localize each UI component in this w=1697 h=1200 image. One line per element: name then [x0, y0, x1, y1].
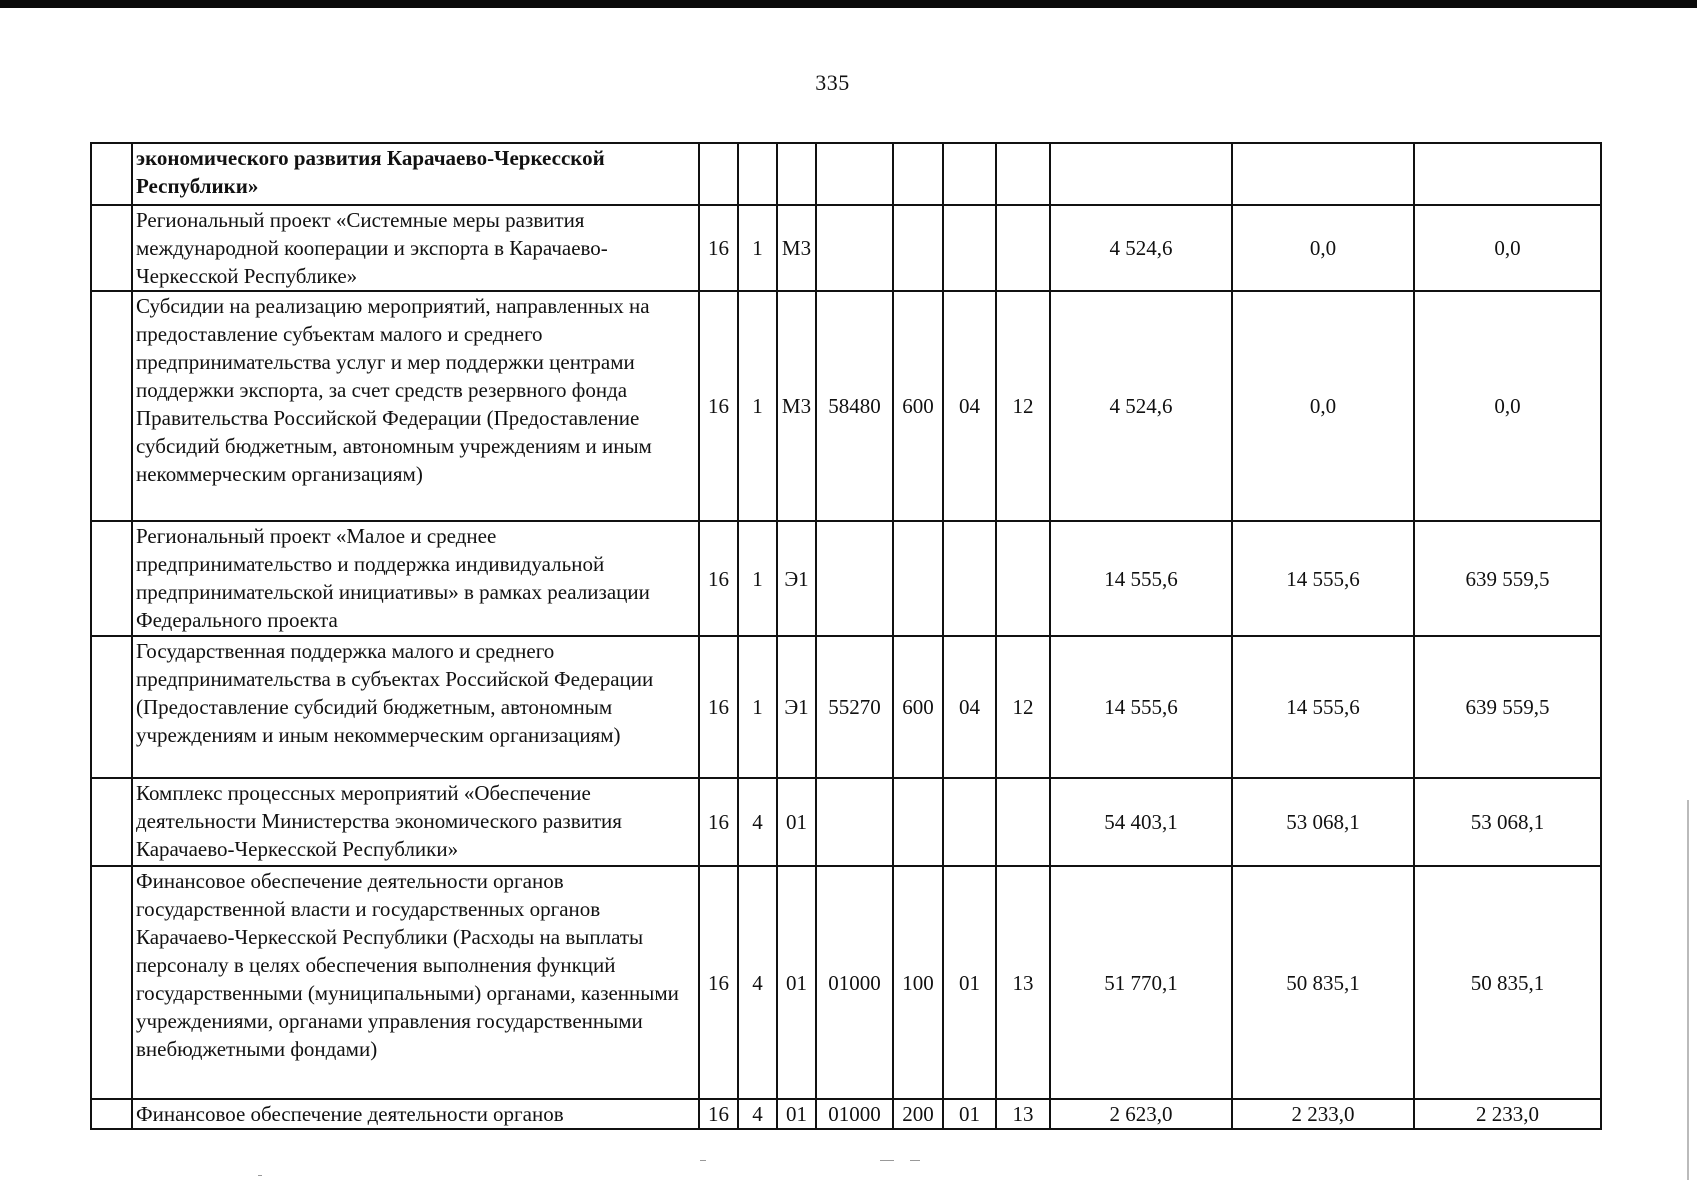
- table-row: [91, 636, 1601, 778]
- code-direction: [816, 205, 893, 291]
- amount-2: 14 555,6: [1232, 521, 1414, 636]
- row-number-cell: [91, 521, 132, 636]
- code-gp: 16: [699, 778, 738, 866]
- code-subsection: [996, 778, 1050, 866]
- code-gp: 16: [699, 1099, 738, 1129]
- code-direction: 01000: [816, 866, 893, 1099]
- code-project: [777, 143, 816, 205]
- row-name: Финансовое обеспечение деятельности органов: [132, 1099, 699, 1129]
- scan-speck: [258, 1175, 262, 1176]
- code-subprogram: [738, 143, 777, 205]
- code-direction: 58480: [816, 291, 893, 521]
- amount-1: [1050, 143, 1232, 205]
- page-number: 335: [815, 70, 850, 95]
- amount-1: 4 524,6: [1050, 205, 1232, 291]
- amount-3: [1414, 143, 1601, 205]
- row-name: Комплекс процессных мероприятий «Обеспечение деятельности Министерства экономического развития Карачаево-Черкесской Республики»: [132, 778, 699, 866]
- code-subsection: 12: [996, 291, 1050, 521]
- amount-2: [1232, 143, 1414, 205]
- code-project: 01: [777, 866, 816, 1099]
- code-subprogram: 4: [738, 1099, 777, 1129]
- budget-table: [90, 142, 1602, 1130]
- scan-top-border: [0, 0, 1697, 8]
- code-direction: [816, 521, 893, 636]
- code-project: М3: [777, 205, 816, 291]
- code-direction: 01000: [816, 1099, 893, 1129]
- row-number-cell: [91, 1099, 132, 1129]
- amount-1: 14 555,6: [1050, 521, 1232, 636]
- row-number-cell: [91, 205, 132, 291]
- code-expense-type: [893, 205, 943, 291]
- table-row: [91, 143, 1601, 205]
- row-number-cell: [91, 291, 132, 521]
- code-subprogram: 4: [738, 866, 777, 1099]
- amount-1: 2 623,0: [1050, 1099, 1232, 1129]
- code-gp: [699, 143, 738, 205]
- row-number-cell: [91, 636, 132, 778]
- amount-1: 4 524,6: [1050, 291, 1232, 521]
- code-subprogram: 1: [738, 636, 777, 778]
- code-subprogram: 1: [738, 291, 777, 521]
- code-section: [943, 143, 996, 205]
- row-name: Государственная поддержка малого и среднего предпринимательства в субъектах Российской Федерации (Предоставление субсидий бюджетным, автономным учреждениям и иным некоммерческим организациям): [132, 636, 699, 778]
- amount-3: 0,0: [1414, 205, 1601, 291]
- code-project: М3: [777, 291, 816, 521]
- code-gp: 16: [699, 291, 738, 521]
- row-number-cell: [91, 866, 132, 1099]
- row-number-cell: [91, 778, 132, 866]
- table-row: [91, 521, 1601, 636]
- code-project: Э1: [777, 636, 816, 778]
- scan-speck: [880, 1160, 894, 1161]
- code-gp: 16: [699, 521, 738, 636]
- code-section: [943, 778, 996, 866]
- scan-speck: [700, 1160, 706, 1161]
- amount-1: 51 770,1: [1050, 866, 1232, 1099]
- code-expense-type: [893, 778, 943, 866]
- row-name: Финансовое обеспечение деятельности органов государственной власти и государственных органов Карачаево-Черкесской Республики (Расходы на выплаты персоналу в целях обеспечения выполнения функций государственными (муниципальными) органами, казенными учреждениями, органами управления государственными внебюджетными фондами): [132, 866, 699, 1099]
- amount-3: 2 233,0: [1414, 1099, 1601, 1129]
- code-expense-type: 600: [893, 291, 943, 521]
- code-direction: 55270: [816, 636, 893, 778]
- table-row: [91, 205, 1601, 291]
- code-subprogram: 1: [738, 521, 777, 636]
- amount-2: 0,0: [1232, 291, 1414, 521]
- table-row: [91, 1099, 1601, 1129]
- code-expense-type: [893, 143, 943, 205]
- code-section: 04: [943, 291, 996, 521]
- code-direction: [816, 143, 893, 205]
- code-expense-type: [893, 521, 943, 636]
- amount-1: 14 555,6: [1050, 636, 1232, 778]
- amount-3: 639 559,5: [1414, 521, 1601, 636]
- amount-2: 53 068,1: [1232, 778, 1414, 866]
- amount-1: 54 403,1: [1050, 778, 1232, 866]
- amount-2: 14 555,6: [1232, 636, 1414, 778]
- code-subsection: [996, 205, 1050, 291]
- code-section: 01: [943, 1099, 996, 1129]
- code-subsection: [996, 143, 1050, 205]
- scan-speck: [910, 1160, 920, 1161]
- code-section: [943, 521, 996, 636]
- code-expense-type: 600: [893, 636, 943, 778]
- amount-3: 53 068,1: [1414, 778, 1601, 866]
- row-name: Субсидии на реализацию мероприятий, направленных на предоставление субъектам малого и среднего предпринимательства услуг и мер поддержки центрами поддержки экспорта, за счет средств резервного фонда Правительства Российской Федерации (Предоставление субсидий бюджетным, автономным учреждениям и иным некоммерческим организациям): [132, 291, 699, 521]
- row-name: Региональный проект «Системные меры развития международной кооперации и экспорта в Карачаево-Черкесской Республике»: [132, 205, 699, 291]
- code-subsection: [996, 521, 1050, 636]
- row-number-cell: [91, 143, 132, 205]
- code-subsection: 13: [996, 1099, 1050, 1129]
- amount-3: 0,0: [1414, 291, 1601, 521]
- code-subsection: 13: [996, 866, 1050, 1099]
- code-project: Э1: [777, 521, 816, 636]
- code-gp: 16: [699, 205, 738, 291]
- code-gp: 16: [699, 636, 738, 778]
- code-expense-type: 100: [893, 866, 943, 1099]
- table-row: [91, 866, 1601, 1099]
- row-name: Региональный проект «Малое и среднее предпринимательство и поддержка индивидуальной предпринимательской инициативы» в рамках реализации Федерального проекта: [132, 521, 699, 636]
- code-expense-type: 200: [893, 1099, 943, 1129]
- code-project: 01: [777, 1099, 816, 1129]
- amount-2: 50 835,1: [1232, 866, 1414, 1099]
- code-section: 01: [943, 866, 996, 1099]
- code-project: 01: [777, 778, 816, 866]
- table-row: [91, 291, 1601, 521]
- amount-2: 2 233,0: [1232, 1099, 1414, 1129]
- code-subprogram: 1: [738, 205, 777, 291]
- row-name: экономического развития Карачаево-Черкесской Республики»: [132, 143, 699, 205]
- amount-2: 0,0: [1232, 205, 1414, 291]
- code-subsection: 12: [996, 636, 1050, 778]
- scan-artifact-line: [1687, 800, 1689, 1180]
- code-gp: 16: [699, 866, 738, 1099]
- code-direction: [816, 778, 893, 866]
- amount-3: 639 559,5: [1414, 636, 1601, 778]
- code-subprogram: 4: [738, 778, 777, 866]
- amount-3: 50 835,1: [1414, 866, 1601, 1099]
- table-row: [91, 778, 1601, 866]
- code-section: 04: [943, 636, 996, 778]
- code-section: [943, 205, 996, 291]
